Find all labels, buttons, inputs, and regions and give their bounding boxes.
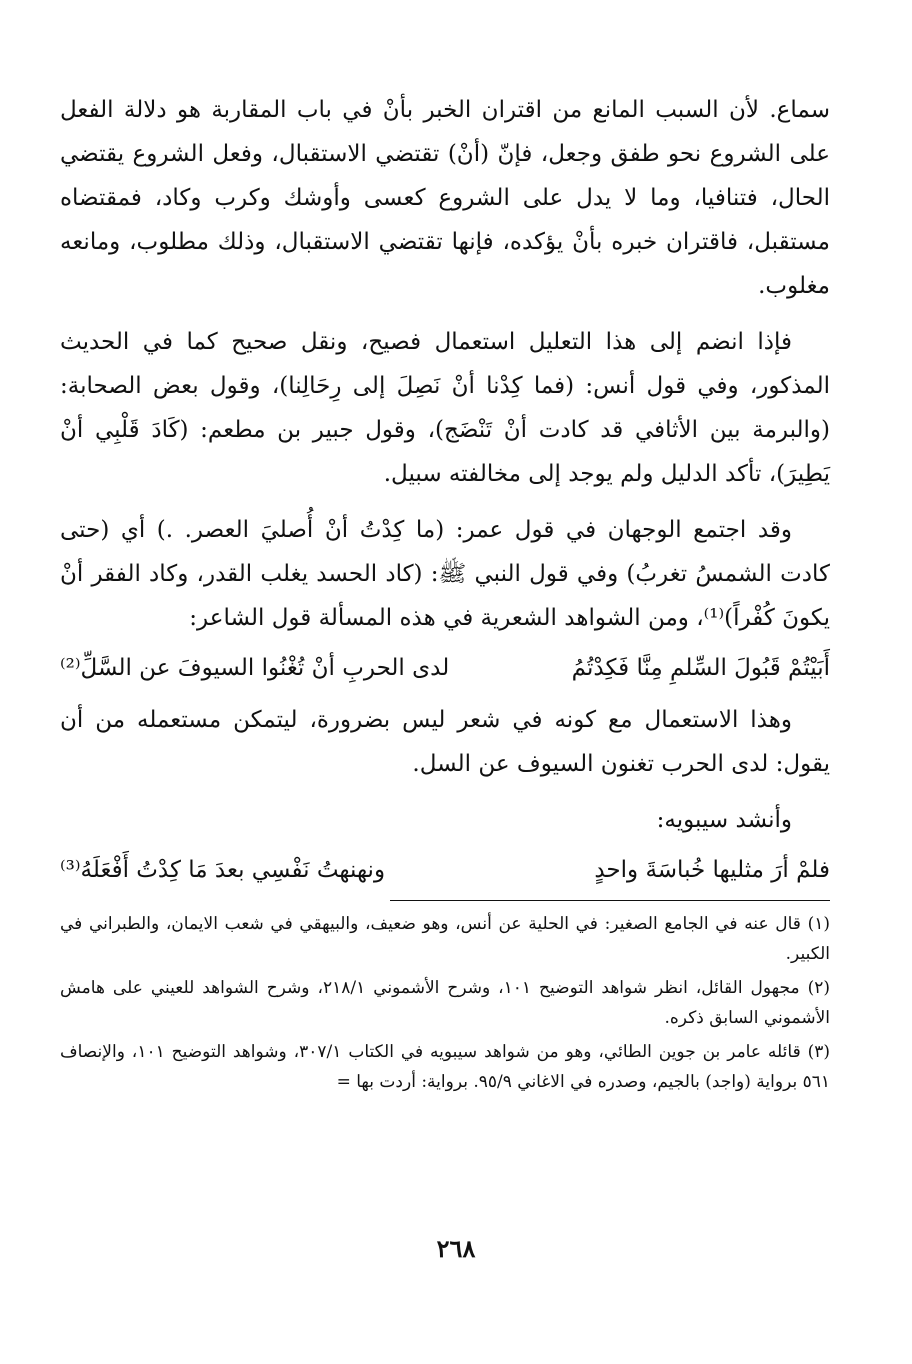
footnote-1: (١) قال عنه في الجامع الصغير: في الحلية عن أنس، وهو ضعيف، والبيهقي في شعب الايمان، والطبراني في الكبير. [60,914,830,964]
verse-1-first-hemistich: أَبَيْتُمْ قَبُولَ السِّلمِ مِنَّا فَكِدْتُمُ [571,655,830,681]
verse-1-second-hemistich: لدى الحربِ أنْ تُغْنُوا السيوفَ عن السَّلِّ⁽²⁾ [60,655,450,681]
verse-2 [60,848,830,892]
paragraph-4: وهذا الاستعمال مع كونه في شعر ليس بضرورة، ليتمكن مستعمله من أن يقول: لدى الحرب تغنون السيوف عن السل. [60,707,830,777]
paragraph-3: وقد اجتمع الوجهان في قول عمر: (ما كِدْتُ أنْ أُصليَ العصر. .) أي (حتى كادت الشمسُ تغربُ) وفي قول النبي ﷺ: (كاد الحسد يغلب القدر، وكاد الفقر أنْ يكونَ كُفْراً)⁽¹⁾، ومن الشواهد الشعرية في هذه المسألة قول الشاعر: [60,517,830,631]
paragraph-1: سماع. لأن السبب المانع من اقتران الخبر بأنْ في باب المقاربة هو دلالة الفعل على الشروع نحو طفق وجعل، فإنّ (أنْ) تقتضي الاستقبال، وفعل الشروع يقتضي الحال، فتنافيا، وما لا يدل على الشروع كعسى وأوشك وكرب وكاد، فمقتضاه مستقبل، فاقتران خبره بأنْ يؤكده، فإنها تقتضي الاستقبال، وذلك مطلوب، ومانعه مغلوب. [60,97,830,299]
verse-1 [60,646,830,690]
footnote-divider [390,900,830,901]
verse-2-second-hemistich: ونهنهتُ نَفْسِي بعدَ مَا كِدْتُ أَفْعَلَهُ⁽³⁾ [60,857,386,883]
page-body [60,88,830,1364]
page-number: ٢٦٨ [436,1234,476,1263]
paragraph-2: فإذا انضم إلى هذا التعليل استعمال فصيح، ونقل صحيح كما في الحديث المذكور، وفي قول أنس: (فما كِدْنا أنْ نَصِلَ إلى رِحَالِنا)، وقول بعض الصحابة: (والبرمة بين الأثافي قد كادت أنْ تَنْضَج)، وقول جبير بن مطعم: (كَادَ قَلْبِي أنْ يَطِيرَ)، تأكد الدليل ولم يوجد إلى مخالفته سبيل. [60,329,830,487]
paragraph-5: وأنشد سيبويه: [656,807,792,833]
footnote-3: (٣) قائله عامر بن جوين الطائي، وهو من شواهد سيبويه في الكتاب ٣٠٧/١، وشواهد التوضيح ١٠١، والإنصاف ٥٦١ برواية (واجد) بالجيم، وصدره في الاغاني ٩٥/٩. برواية: أردت بها = [60,1042,831,1092]
verse-2-first-hemistich: فلمْ أرَ مثليها خُباسَةَ واحدٍ [594,857,830,883]
footnote-2: (٢) مجهول القائل، انظر شواهد التوضيح ١٠١، وشرح الأشموني ٢١٨/١، وشرح الشواهد للعيني على هامش الأشموني السابق ذكره. [60,978,830,1028]
